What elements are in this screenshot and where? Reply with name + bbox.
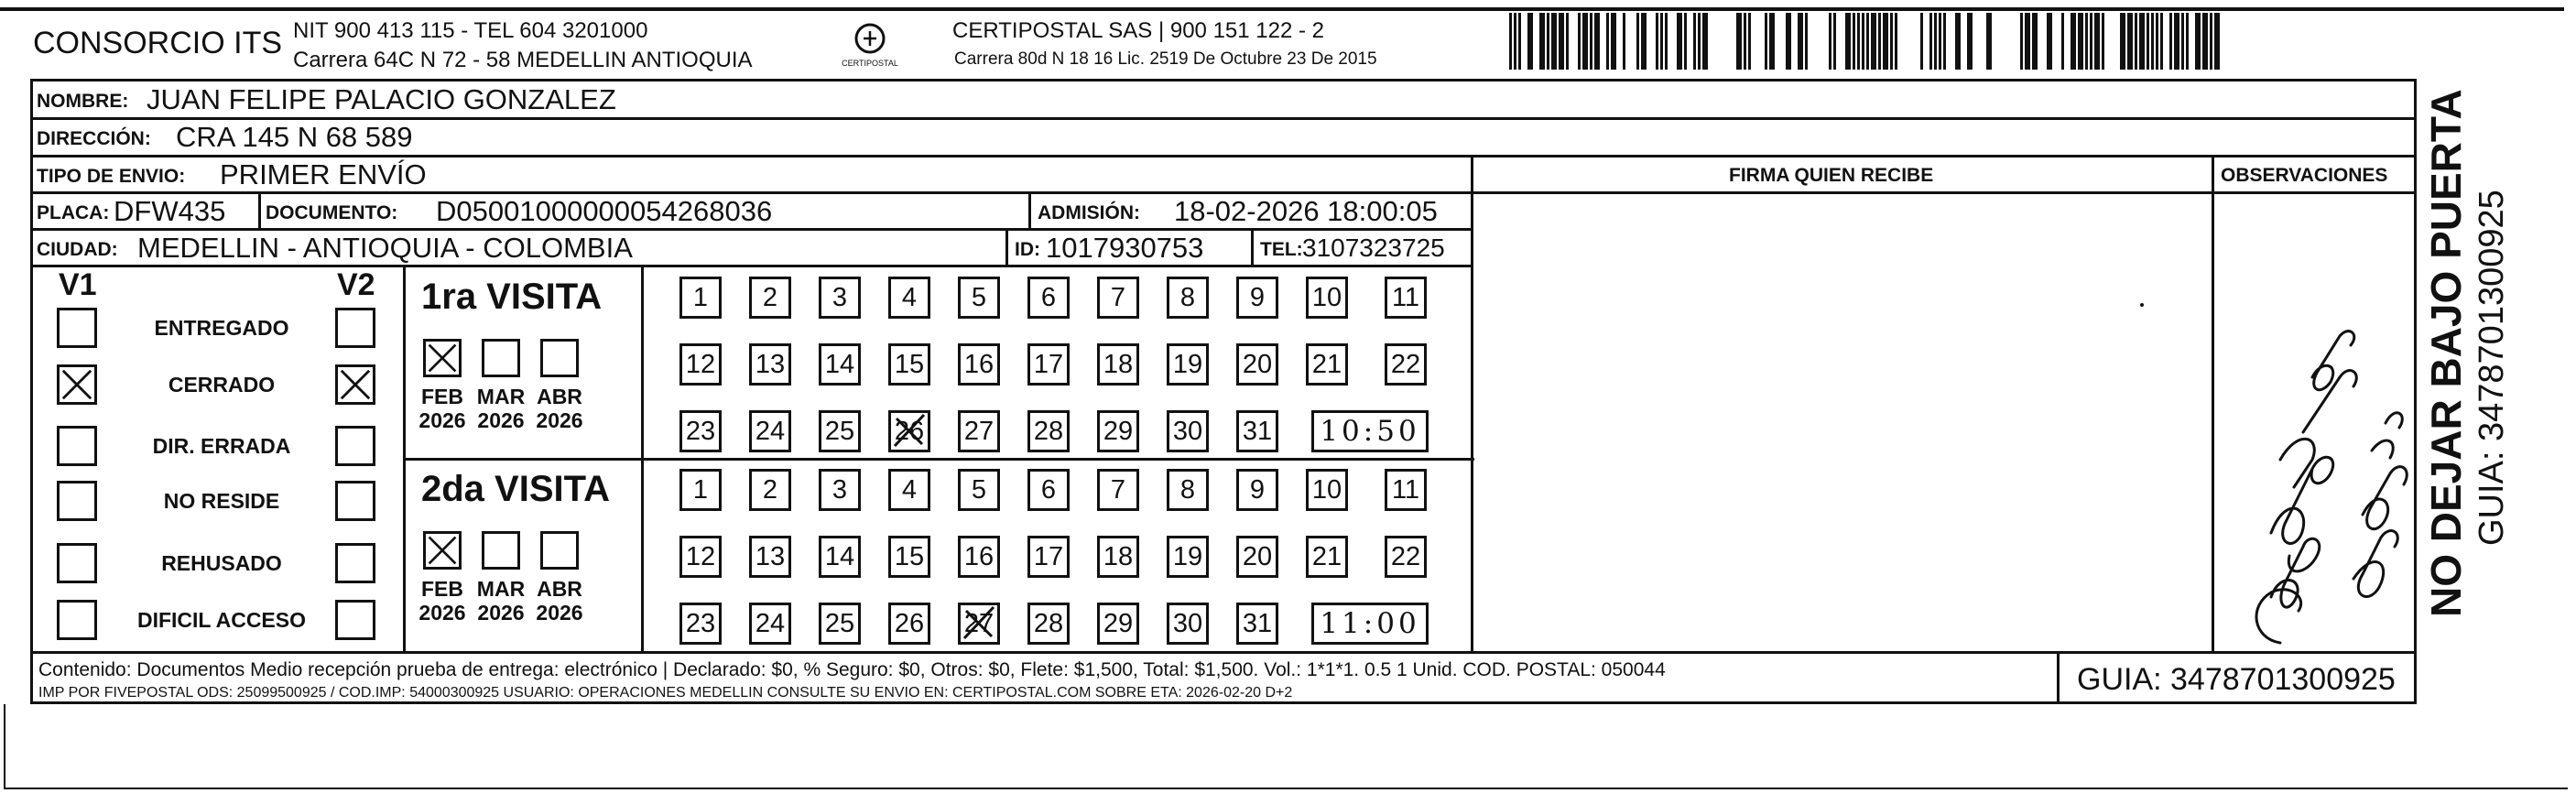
barcode-bar bbox=[1514, 13, 1516, 70]
second-visit-title: 2da VISITA bbox=[421, 469, 610, 509]
time-box[interactable]: 11:00 bbox=[1311, 603, 1429, 645]
barcode-bar bbox=[1878, 13, 1881, 70]
col-divider bbox=[2212, 155, 2214, 654]
day-box-24[interactable]: 24 bbox=[749, 410, 791, 452]
day-box-23[interactable]: 23 bbox=[679, 410, 722, 452]
barcode-bar bbox=[2102, 13, 2104, 70]
barcode-bar bbox=[2174, 13, 2179, 70]
barcode-bar bbox=[1786, 13, 1791, 70]
v1-checkbox-dir-errada[interactable] bbox=[57, 426, 97, 466]
barcode-bar bbox=[1527, 13, 1533, 70]
day-box-6[interactable]: 6 bbox=[1027, 277, 1070, 319]
day-box-13[interactable]: 13 bbox=[749, 343, 791, 386]
frame-top bbox=[30, 79, 2417, 81]
day-box-2[interactable]: 2 bbox=[749, 277, 791, 319]
v2-checkbox-cerrado[interactable] bbox=[335, 364, 375, 405]
barcode-bar bbox=[1845, 13, 1851, 70]
v2-label: V2 bbox=[337, 267, 375, 302]
month-label: ABR 2026 bbox=[536, 577, 583, 625]
day-box-16[interactable]: 16 bbox=[958, 343, 1000, 386]
id-label: ID: bbox=[1015, 239, 1040, 260]
barcode-bar bbox=[1895, 13, 1897, 70]
barcode-bar bbox=[1736, 13, 1742, 70]
barcode-bar bbox=[1606, 13, 1609, 70]
barcode-bar bbox=[1509, 13, 1512, 70]
day-box-10[interactable]: 10 bbox=[1306, 277, 1348, 319]
barcode-bar bbox=[1857, 13, 1860, 70]
day-box-28[interactable]: 28 bbox=[1027, 603, 1070, 645]
row-divider bbox=[30, 265, 1473, 267]
month-label: MAR 2026 bbox=[476, 385, 526, 433]
day-box-18[interactable]: 18 bbox=[1097, 536, 1139, 578]
day-box-19[interactable]: 19 bbox=[1167, 536, 1209, 578]
barcode-bar bbox=[2025, 13, 2030, 70]
barcode-bar bbox=[1765, 13, 1767, 70]
barcode-bar bbox=[1665, 13, 1668, 70]
day-box-11[interactable]: 11 bbox=[1385, 469, 1427, 511]
observaciones-header: OBSERVACIONES bbox=[2221, 165, 2388, 186]
nombre-label: NOMBRE: bbox=[37, 91, 129, 112]
barcode-bar bbox=[1578, 13, 1581, 70]
barcode-bar bbox=[2186, 13, 2189, 70]
barcode-bar bbox=[1943, 13, 1946, 70]
barcode-bar bbox=[1559, 13, 1564, 70]
barcode-bar bbox=[1623, 13, 1625, 70]
month-label: FEB 2026 bbox=[418, 577, 466, 625]
header bbox=[0, 0, 2576, 77]
v2-checkbox-dir-errada[interactable] bbox=[335, 426, 375, 466]
month-label: MAR 2026 bbox=[476, 577, 526, 625]
day-box-22[interactable]: 22 bbox=[1385, 536, 1427, 578]
barcode bbox=[1507, 13, 2240, 70]
day-box-11[interactable]: 11 bbox=[1385, 277, 1427, 319]
barcode-bar bbox=[2156, 13, 2158, 70]
barcode-bar bbox=[1551, 13, 1557, 70]
barcode-bar bbox=[2094, 13, 2100, 70]
barcode-bar bbox=[1798, 13, 1803, 70]
day-box-9[interactable]: 9 bbox=[1236, 277, 1278, 319]
certipostal-logo bbox=[838, 18, 902, 73]
day-box-5[interactable]: 5 bbox=[958, 277, 1000, 319]
day-box-30[interactable]: 30 bbox=[1167, 410, 1209, 452]
id-value: 1017930753 bbox=[1046, 232, 1204, 264]
col-divider bbox=[2057, 651, 2060, 704]
barcode-bar bbox=[1920, 13, 1923, 70]
barcode-bar bbox=[1641, 13, 1647, 70]
barcode-bar bbox=[2151, 13, 2154, 70]
v2-checkbox-dificil-acceso[interactable] bbox=[335, 600, 375, 640]
day-box-21[interactable]: 21 bbox=[1306, 343, 1348, 386]
barcode-bar bbox=[1829, 13, 1831, 70]
barcode-bar bbox=[1955, 13, 1961, 70]
day-box-15[interactable]: 15 bbox=[888, 536, 930, 578]
day-box-4[interactable]: 4 bbox=[888, 277, 930, 319]
day-box-17[interactable]: 17 bbox=[1027, 343, 1070, 386]
barcode-bar bbox=[1748, 13, 1751, 70]
status-label: DIR. ERRADA bbox=[152, 434, 291, 458]
barcode-bar bbox=[2210, 13, 2212, 70]
company-address: Carrera 64C N 72 - 58 MEDELLIN ANTIOQUIA bbox=[293, 48, 753, 72]
col-divider bbox=[1251, 228, 1254, 265]
v1-label: V1 bbox=[59, 267, 97, 302]
barcode-bar bbox=[2214, 13, 2220, 70]
barcode-bar bbox=[1833, 13, 1836, 70]
barcode-bar bbox=[1698, 13, 1701, 70]
ink-dot bbox=[2140, 303, 2144, 307]
col-divider bbox=[258, 191, 261, 228]
day-box-8[interactable]: 8 bbox=[1167, 277, 1209, 319]
col-divider bbox=[641, 265, 644, 654]
barcode-bar bbox=[2202, 13, 2208, 70]
day-box-5[interactable]: 5 bbox=[958, 469, 1000, 511]
ciudad-label: CIUDAD: bbox=[37, 239, 118, 260]
barcode-bar bbox=[1866, 13, 1869, 70]
barcode-bar bbox=[1693, 13, 1696, 70]
company-name: CONSORCIO ITS bbox=[33, 26, 283, 60]
barcode-bar bbox=[1929, 13, 1932, 70]
barcode-bar bbox=[2047, 13, 2052, 70]
day-box-31[interactable]: 31 bbox=[1236, 410, 1278, 452]
row-divider bbox=[30, 155, 2417, 158]
row-divider bbox=[30, 117, 2417, 120]
barcode-bar bbox=[2120, 13, 2125, 70]
placa-label: PLACA: bbox=[37, 202, 110, 223]
barcode-bar bbox=[1702, 13, 1708, 70]
firma-header: FIRMA QUIEN RECIBE bbox=[1729, 165, 1934, 186]
direccion-label: DIRECCIÓN: bbox=[37, 128, 151, 149]
barcode-bar bbox=[1805, 13, 1808, 70]
barcode-bar bbox=[2139, 13, 2145, 70]
day-box-7[interactable]: 7 bbox=[1097, 277, 1139, 319]
footer-guia: GUIA: 3478701300925 bbox=[2077, 662, 2396, 697]
month-checkbox-feb[interactable] bbox=[423, 339, 462, 377]
barcode-bar bbox=[2181, 13, 2184, 70]
v1-checkbox-rehusado[interactable] bbox=[57, 543, 97, 583]
barcode-bar bbox=[2061, 13, 2064, 70]
observaciones-signature bbox=[2216, 194, 2412, 650]
barcode-bar bbox=[2160, 13, 2163, 70]
day-box-1[interactable]: 1 bbox=[679, 277, 722, 319]
day-x-mark bbox=[961, 605, 997, 642]
barcode-bar bbox=[1853, 13, 1855, 70]
col-divider bbox=[1028, 191, 1031, 228]
month-checkbox-mar[interactable] bbox=[482, 339, 520, 377]
barcode-bar bbox=[1883, 13, 1888, 70]
side-notice bbox=[2423, 88, 2478, 619]
barcode-bar bbox=[1986, 13, 1992, 70]
day-box-14[interactable]: 14 bbox=[819, 536, 861, 578]
col-divider bbox=[1005, 228, 1008, 265]
status-label: ENTREGADO bbox=[154, 316, 289, 340]
barcode-bar bbox=[2020, 13, 2023, 70]
day-box-6[interactable]: 6 bbox=[1027, 469, 1070, 511]
row-divider bbox=[30, 228, 1473, 231]
courier-license: Carrera 80d N 18 16 Lic. 2519 De Octubre 23 De 2015 bbox=[954, 49, 1377, 69]
v2-checkbox-entregado[interactable] bbox=[335, 308, 375, 348]
v1-checkbox-dificil-acceso[interactable] bbox=[57, 600, 97, 640]
bottom-frame-left bbox=[4, 704, 5, 788]
day-box-30[interactable]: 30 bbox=[1167, 603, 1209, 645]
documento-label: DOCUMENTO: bbox=[266, 202, 398, 223]
barcode-bar bbox=[1939, 13, 1941, 70]
barcode-bar bbox=[1769, 13, 1775, 70]
day-box-29[interactable]: 29 bbox=[1097, 603, 1139, 645]
day-box-3[interactable]: 3 bbox=[819, 277, 861, 319]
day-box-15[interactable]: 15 bbox=[888, 343, 930, 386]
day-box-2[interactable]: 2 bbox=[749, 469, 791, 511]
ciudad-value: MEDELLIN - ANTIOQUIA - COLOMBIA bbox=[137, 232, 633, 264]
barcode-bar bbox=[1636, 13, 1639, 70]
month-checkbox-abr[interactable] bbox=[540, 339, 579, 377]
day-box-22[interactable]: 22 bbox=[1385, 343, 1427, 386]
barcode-bar bbox=[1594, 13, 1600, 70]
barcode-bar bbox=[1660, 13, 1663, 70]
status-label: CERRADO bbox=[168, 373, 276, 397]
col-divider bbox=[1471, 155, 1473, 654]
tel-label: TEL: bbox=[1260, 239, 1303, 260]
day-box-31[interactable]: 31 bbox=[1236, 603, 1278, 645]
day-box-4[interactable]: 4 bbox=[888, 469, 930, 511]
barcode-bar bbox=[1539, 13, 1545, 70]
visit-divider bbox=[403, 458, 1474, 461]
barcode-bar bbox=[2085, 13, 2088, 70]
admision-value: 18-02-2026 18:00:05 bbox=[1174, 195, 1438, 227]
barcode-bar bbox=[2078, 13, 2083, 70]
barcode-bar bbox=[2135, 13, 2137, 70]
day-box-13[interactable]: 13 bbox=[749, 536, 791, 578]
svg-text:CERTIPOSTAL: CERTIPOSTAL bbox=[842, 59, 898, 68]
v1-checkbox-entregado[interactable] bbox=[57, 308, 97, 348]
status-label: NO RESIDE bbox=[163, 489, 280, 513]
imp-text: IMP POR FIVEPOSTAL ODS: 25099500925 / COD.IMP: 54000300925 USUARIO: OPERACIONES MEDELLIN CONSULTE SU ENVIO EN: CERTIPOSTAL.COM SOBRE ETA: 2026-02-20 D+2 bbox=[38, 685, 1293, 701]
tipo-envio-value: PRIMER ENVÍO bbox=[220, 158, 427, 190]
day-box-26[interactable]: 26 bbox=[888, 603, 930, 645]
barcode-bar bbox=[1547, 13, 1549, 70]
day-box-1[interactable]: 1 bbox=[679, 469, 722, 511]
day-box-21[interactable]: 21 bbox=[1306, 536, 1348, 578]
barcode-bar bbox=[1677, 13, 1682, 70]
time-box[interactable]: 10:50 bbox=[1311, 410, 1429, 452]
barcode-bar bbox=[2147, 13, 2149, 70]
col-divider bbox=[403, 265, 406, 654]
barcode-bar bbox=[2071, 13, 2076, 70]
tipo-envio-label: TIPO DE ENVIO: bbox=[37, 166, 186, 187]
barcode-bar bbox=[1611, 13, 1616, 70]
day-box-26[interactable]: 26 bbox=[888, 410, 930, 452]
frame-right bbox=[2414, 79, 2417, 704]
direccion-value: CRA 145 N 68 589 bbox=[176, 121, 413, 153]
contenido-text: Contenido: Documentos Medio recepción prueba de entrega: electrónico | Declarado: $0, % Seguro: $0, Otros: $0, Flete: $1,500, Total: $1,500. Vol.: 1*1*1. 0.5 1 Unid. COD. POSTAL: 050044 bbox=[38, 659, 1666, 680]
month-checkbox-feb[interactable] bbox=[423, 531, 462, 570]
day-box-20[interactable]: 20 bbox=[1236, 536, 1278, 578]
month-checkbox-abr[interactable] bbox=[540, 531, 579, 570]
month-checkbox-mar[interactable] bbox=[482, 531, 520, 570]
day-box-8[interactable]: 8 bbox=[1167, 469, 1209, 511]
company-nit: NIT 900 413 115 - TEL 604 3201000 bbox=[293, 18, 648, 43]
day-x-mark bbox=[891, 413, 928, 450]
v1-checkbox-no-reside[interactable] bbox=[57, 481, 97, 521]
admision-label: ADMISIÓN: bbox=[1038, 202, 1140, 223]
side-guia bbox=[2473, 88, 2518, 601]
day-box-27[interactable]: 27 bbox=[958, 603, 1000, 645]
day-box-7[interactable]: 7 bbox=[1097, 469, 1139, 511]
no-dejar-bajo-puerta: NO DEJAR BAJO PUERTA bbox=[2422, 89, 2470, 617]
barcode-bar bbox=[2195, 13, 2201, 70]
day-box-9[interactable]: 9 bbox=[1236, 469, 1278, 511]
day-box-12[interactable]: 12 bbox=[679, 343, 722, 386]
barcode-bar bbox=[1890, 13, 1893, 70]
month-label: FEB 2026 bbox=[418, 385, 466, 433]
day-box-3[interactable]: 3 bbox=[819, 469, 861, 511]
barcode-bar bbox=[1744, 13, 1746, 70]
status-label: DIFICIL ACCESO bbox=[136, 608, 306, 632]
barcode-bar bbox=[1934, 13, 1937, 70]
barcode-bar bbox=[1871, 13, 1876, 70]
first-visit-title: 1ra VISITA bbox=[421, 277, 603, 317]
day-box-25[interactable]: 25 bbox=[819, 603, 861, 645]
status-label: REHUSADO bbox=[161, 551, 282, 575]
barcode-bar bbox=[1862, 13, 1864, 70]
barcode-bar bbox=[2032, 13, 2038, 70]
placa-value: DFW435 bbox=[114, 195, 226, 227]
day-box-12[interactable]: 12 bbox=[679, 536, 722, 578]
barcode-bar bbox=[1566, 13, 1569, 70]
v1-checkbox-cerrado[interactable] bbox=[57, 364, 97, 405]
day-box-10[interactable]: 10 bbox=[1306, 469, 1348, 511]
day-box-28[interactable]: 28 bbox=[1027, 410, 1070, 452]
bottom-frame-line bbox=[4, 788, 2568, 789]
top-border bbox=[0, 7, 2564, 11]
frame-left bbox=[30, 79, 33, 704]
barcode-bar bbox=[2090, 13, 2092, 70]
barcode-bar bbox=[2127, 13, 2133, 70]
side-guia-number: GUIA: 3478701300925 bbox=[2473, 190, 2511, 546]
day-box-25[interactable]: 25 bbox=[819, 410, 861, 452]
day-box-14[interactable]: 14 bbox=[819, 343, 861, 386]
tel-value: 3107323725 bbox=[1302, 234, 1445, 262]
day-box-20[interactable]: 20 bbox=[1236, 343, 1278, 386]
barcode-bar bbox=[1656, 13, 1658, 70]
barcode-bar bbox=[1590, 13, 1592, 70]
barcode-bar bbox=[1518, 13, 1521, 70]
day-box-24[interactable]: 24 bbox=[749, 603, 791, 645]
documento-value: D05001000000054268036 bbox=[436, 195, 773, 227]
day-box-27[interactable]: 27 bbox=[958, 410, 1000, 452]
month-label: ABR 2026 bbox=[536, 385, 583, 433]
v2-checkbox-no-reside[interactable] bbox=[335, 481, 375, 521]
nombre-value: JUAN FELIPE PALACIO GONZALEZ bbox=[147, 83, 616, 115]
barcode-bar bbox=[1582, 13, 1588, 70]
barcode-bar bbox=[1684, 13, 1687, 70]
day-box-23[interactable]: 23 bbox=[679, 603, 722, 645]
day-box-29[interactable]: 29 bbox=[1097, 410, 1139, 452]
courier-name: CERTIPOSTAL SAS | 900 151 122 - 2 bbox=[952, 18, 1324, 43]
day-box-18[interactable]: 18 bbox=[1097, 343, 1139, 386]
v2-checkbox-rehusado[interactable] bbox=[335, 543, 375, 583]
barcode-bar bbox=[2169, 13, 2172, 70]
signature-area bbox=[1474, 194, 2211, 650]
day-box-19[interactable]: 19 bbox=[1167, 343, 1209, 386]
day-box-16[interactable]: 16 bbox=[958, 536, 1000, 578]
day-box-17[interactable]: 17 bbox=[1027, 536, 1070, 578]
barcode-bar bbox=[1967, 13, 1973, 70]
